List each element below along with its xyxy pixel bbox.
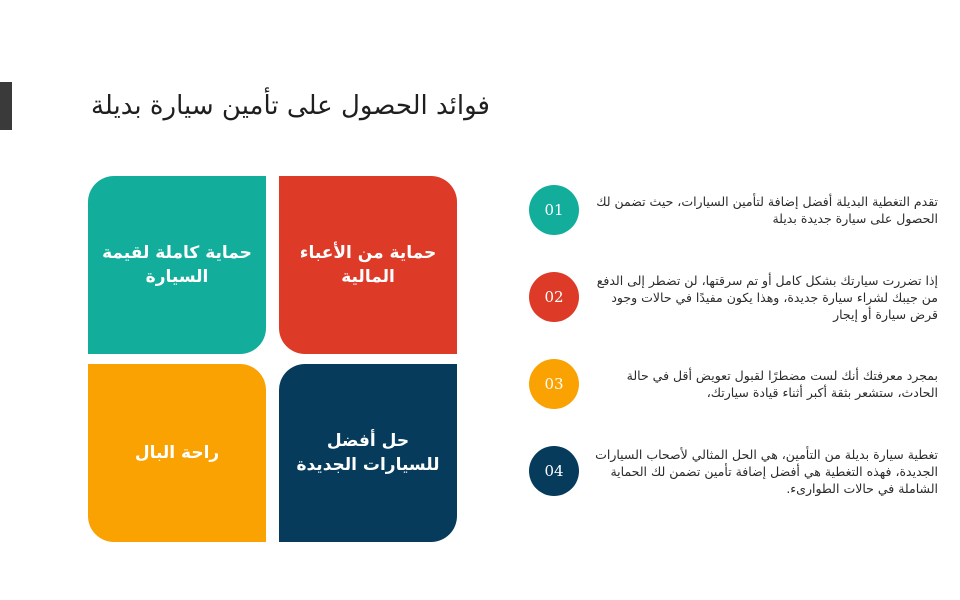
tile-best-for-new-cars — [279, 364, 457, 542]
tile-peace-of-mind — [88, 364, 266, 542]
tile-label: حماية من الأعباء المالية — [299, 243, 437, 287]
benefit-description-01: تقدم التغطية البديلة أفضل إضافة لتأمين السيارات، حيث تضمن لك الحصول على سيارة جديدة بديلة — [596, 194, 938, 226]
tile-label: حماية كاملة لقيمة السيارة — [102, 243, 252, 287]
tile-full-car-value — [88, 176, 266, 354]
benefit-description-04: تغطية سيارة بديلة من التأمين، هي الحل المثالي لأصحاب السيارات الجديدة، فهذه التغطية هي أفضل إضافة تأمين تضمن لك الحماية الشاملة في حالات الطوارىء. — [595, 447, 938, 496]
benefit-description-03: بمجرد معرفتك أنك لست مضطرًا لقبول تعويض أقل في حالة الحادث، ستشعر بثقة أكبر أثناء قيادة سيارتك، — [626, 368, 938, 400]
number-badge-04: 04 — [529, 446, 579, 496]
tile-financial-protection — [279, 176, 457, 354]
tile-label: حل أفضل للسيارات الجديدة — [296, 431, 440, 475]
slide-title: فوائد الحصول على تأمين سيارة بديلة — [90, 91, 490, 121]
tile-label: راحة البال — [134, 443, 220, 463]
benefit-description-02: إذا تضررت سيارتك بشكل كامل أو تم سرقتها، لن تضطر إلى الدفع من جيبك لشراء سيارة جديدة، وهذا يكون مفيدًا في حالات وجود قرض سيارة أو إيجار — [596, 273, 938, 322]
number-badge-01: 01 — [529, 185, 579, 235]
title-accent-bar — [0, 82, 12, 130]
number-badge-03: 03 — [529, 359, 579, 409]
number-badge-02: 02 — [529, 272, 579, 322]
